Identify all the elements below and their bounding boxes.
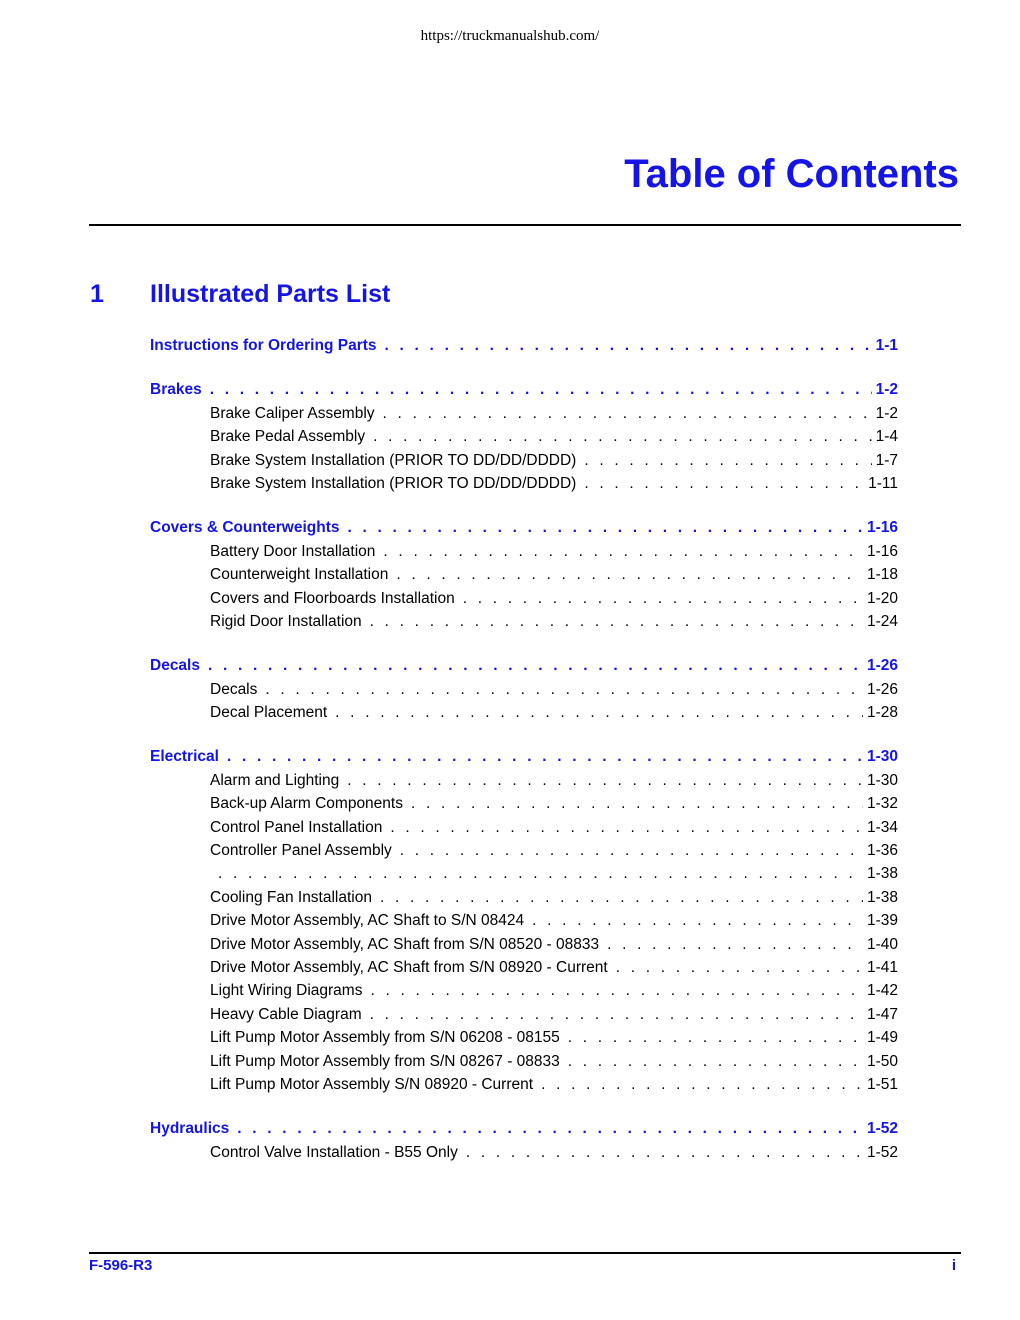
toc-entry[interactable]	[150, 402, 898, 425]
dot-leader	[383, 540, 863, 563]
dot-leader	[616, 956, 863, 979]
toc-entry-page: 1-16	[866, 519, 898, 537]
title-divider	[89, 224, 961, 226]
dot-leader	[584, 472, 864, 495]
toc-entry[interactable]	[150, 956, 898, 979]
toc-entry-page: 1-52	[866, 1120, 898, 1138]
toc-entry[interactable]	[150, 862, 898, 885]
toc-entry-page: 1-40	[866, 935, 898, 953]
toc-entry-label: Brakes	[150, 381, 202, 399]
page-number: i	[951, 1257, 956, 1274]
toc-entry-label: Control Valve Installation - B55 Only	[210, 1143, 458, 1161]
toc-entry[interactable]	[150, 933, 898, 956]
toc-entry-label: Alarm and Lighting	[210, 771, 340, 789]
toc-section-heading[interactable]	[150, 378, 898, 401]
toc-entry[interactable]	[150, 540, 898, 563]
toc-entry[interactable]	[150, 839, 898, 862]
dot-leader	[347, 516, 862, 539]
toc-entry-label: Drive Motor Assembly, AC Shaft to S/N 08424	[210, 912, 525, 930]
toc-entry[interactable]	[150, 610, 898, 633]
toc-entry-label: Rigid Door Installation	[210, 612, 362, 630]
toc-entry-page: 1-49	[866, 1029, 898, 1047]
toc-entry-page: 1-28	[866, 704, 898, 722]
toc-entry-page: 1-2	[875, 404, 898, 422]
toc-section	[150, 654, 898, 724]
dot-leader	[383, 402, 872, 425]
toc-entry-page: 1-41	[866, 958, 898, 976]
dot-leader	[385, 334, 872, 357]
dot-leader	[607, 933, 863, 956]
toc-entry-label: Control Panel Installation	[210, 818, 383, 836]
toc-section	[150, 378, 898, 495]
toc-entry-page: 1-2	[875, 381, 898, 399]
toc-entry-label: Drive Motor Assembly, AC Shaft from S/N 08920 - Current	[210, 958, 608, 976]
source-url: https://truckmanualshub.com/	[420, 28, 600, 44]
toc-entry-page: 1-26	[866, 680, 898, 698]
toc-entry-label: Heavy Cable Diagram	[210, 1005, 362, 1023]
toc-entry-page: 1-30	[866, 748, 898, 766]
toc-entry-label: Drive Motor Assembly, AC Shaft from S/N 08520 - 08833	[210, 935, 600, 953]
dot-leader	[370, 610, 863, 633]
toc-entry[interactable]	[150, 979, 898, 1002]
dot-leader	[396, 563, 863, 586]
dot-leader	[380, 886, 863, 909]
toc-entry-page: 1-7	[875, 451, 898, 469]
dot-leader	[463, 587, 863, 610]
toc-entry[interactable]	[150, 425, 898, 448]
toc-entry-label: Back-up Alarm Components	[210, 795, 403, 813]
dot-leader	[584, 449, 871, 472]
dot-leader	[390, 816, 863, 839]
chapter-number: 1	[90, 280, 104, 308]
toc-entry-page: 1-36	[866, 842, 898, 860]
toc-entry[interactable]	[150, 1073, 898, 1096]
dot-leader	[265, 678, 863, 701]
toc-entry-page: 1-24	[866, 612, 898, 630]
toc-entry[interactable]	[150, 1026, 898, 1049]
toc-entry[interactable]	[150, 886, 898, 909]
toc-section-heading[interactable]	[150, 654, 898, 677]
toc-entry-label: Electrical	[150, 748, 219, 766]
toc-entry[interactable]	[150, 909, 898, 932]
toc-entry[interactable]	[150, 1050, 898, 1073]
toc-section	[150, 745, 898, 1096]
toc-entry-page: 1-34	[866, 818, 898, 836]
toc-entry-page: 1-38	[866, 888, 898, 906]
dot-leader	[411, 792, 863, 815]
toc-entry-label: Battery Door Installation	[210, 542, 376, 560]
toc-section-heading[interactable]	[150, 745, 898, 768]
dot-leader	[568, 1050, 863, 1073]
toc-entry-label: Covers and Floorboards Installation	[210, 589, 455, 607]
toc-entry[interactable]	[150, 449, 898, 472]
toc-entry[interactable]	[150, 769, 898, 792]
toc-entry-page: 1-32	[866, 795, 898, 813]
dot-leader	[568, 1026, 863, 1049]
toc-section-heading[interactable]	[150, 334, 898, 357]
toc-entry-label: Light Wiring Diagrams	[210, 982, 363, 1000]
toc-entry-page: 1-20	[866, 589, 898, 607]
toc-entry-label: Cooling Fan Installation	[210, 888, 372, 906]
dot-leader	[373, 425, 872, 448]
toc-entry-label: Instructions for Ordering Parts	[150, 337, 377, 354]
toc-entry-label: Brake System Installation (PRIOR TO DD/DD/DDDD)	[210, 451, 577, 469]
toc-entry-page: 1-52	[866, 1143, 898, 1161]
dot-leader	[335, 701, 863, 724]
toc-entry-label: Counterweight Installation	[210, 566, 389, 584]
toc-entry-label: Brake Pedal Assembly	[210, 428, 366, 446]
dot-leader	[370, 1003, 863, 1026]
dot-leader	[370, 979, 863, 1002]
toc-entry[interactable]	[150, 792, 898, 815]
dot-leader	[237, 1117, 863, 1140]
toc-section	[150, 1117, 898, 1164]
toc-entry-label: Decal Placement	[210, 704, 328, 722]
dot-leader	[400, 839, 863, 862]
toc-entry-page: 1-42	[866, 982, 898, 1000]
dot-leader	[210, 378, 872, 401]
toc-entry[interactable]	[150, 816, 898, 839]
toc-entry-label: Lift Pump Motor Assembly from S/N 06208 - 08155	[210, 1029, 560, 1047]
toc-entry-page: 1-16	[866, 542, 898, 560]
toc-entry-page: 1-51	[866, 1075, 898, 1093]
dot-leader	[541, 1073, 863, 1096]
toc-entry-label: Brake System Installation (PRIOR TO DD/DD/DDDD)	[210, 474, 577, 492]
toc-entry-label: Lift Pump Motor Assembly from S/N 08267 - 08833	[210, 1052, 560, 1070]
toc-entry-label: Brake Caliper Assembly	[210, 404, 375, 422]
toc-entry-page: 1-11	[868, 474, 898, 492]
toc-entry-page: 1-38	[866, 865, 898, 883]
document-number: F-596-R3	[89, 1257, 153, 1274]
toc-entry-page: 1-26	[866, 657, 898, 675]
toc-section	[150, 334, 898, 357]
toc-entry[interactable]	[150, 563, 898, 586]
toc-entry[interactable]	[150, 701, 898, 724]
toc-entry-label: Hydraulics	[150, 1120, 230, 1138]
toc-entry-label: Covers & Counterweights	[150, 519, 340, 537]
toc-entry-page: 1-4	[875, 428, 898, 446]
dot-leader	[347, 769, 863, 792]
chapter-title: Illustrated Parts List	[150, 280, 391, 308]
toc-entry-page: 1-47	[866, 1005, 898, 1023]
toc-entry[interactable]	[150, 1003, 898, 1026]
dot-leader	[227, 745, 863, 768]
toc-section-heading[interactable]	[150, 516, 898, 539]
toc-section	[150, 516, 898, 633]
dot-leader	[532, 909, 863, 932]
toc-entry[interactable]	[150, 678, 898, 701]
toc-entry-label: Decals	[150, 657, 200, 675]
toc-entry-page: 1-18	[866, 566, 898, 584]
toc-entry-page: 1-30	[866, 771, 898, 789]
page-title: Table of Contents	[624, 152, 959, 196]
toc-entry-page: 1-39	[866, 912, 898, 930]
toc-entry-label: Decals	[210, 680, 258, 698]
table-of-contents	[150, 334, 898, 1185]
dot-leader	[218, 862, 863, 885]
footer-divider	[89, 1252, 961, 1254]
toc-entry-label: Lift Pump Motor Assembly S/N 08920 - Current	[210, 1075, 534, 1093]
toc-entry-page: 1-50	[866, 1052, 898, 1070]
toc-section-heading[interactable]	[150, 1117, 898, 1140]
toc-entry[interactable]	[150, 472, 898, 495]
toc-entry[interactable]	[150, 1141, 898, 1164]
toc-entry-label: Controller Panel Assembly	[210, 842, 392, 860]
toc-entry[interactable]	[150, 587, 898, 610]
toc-entry-page: 1-1	[875, 337, 898, 354]
dot-leader	[208, 654, 863, 677]
dot-leader	[466, 1141, 863, 1164]
